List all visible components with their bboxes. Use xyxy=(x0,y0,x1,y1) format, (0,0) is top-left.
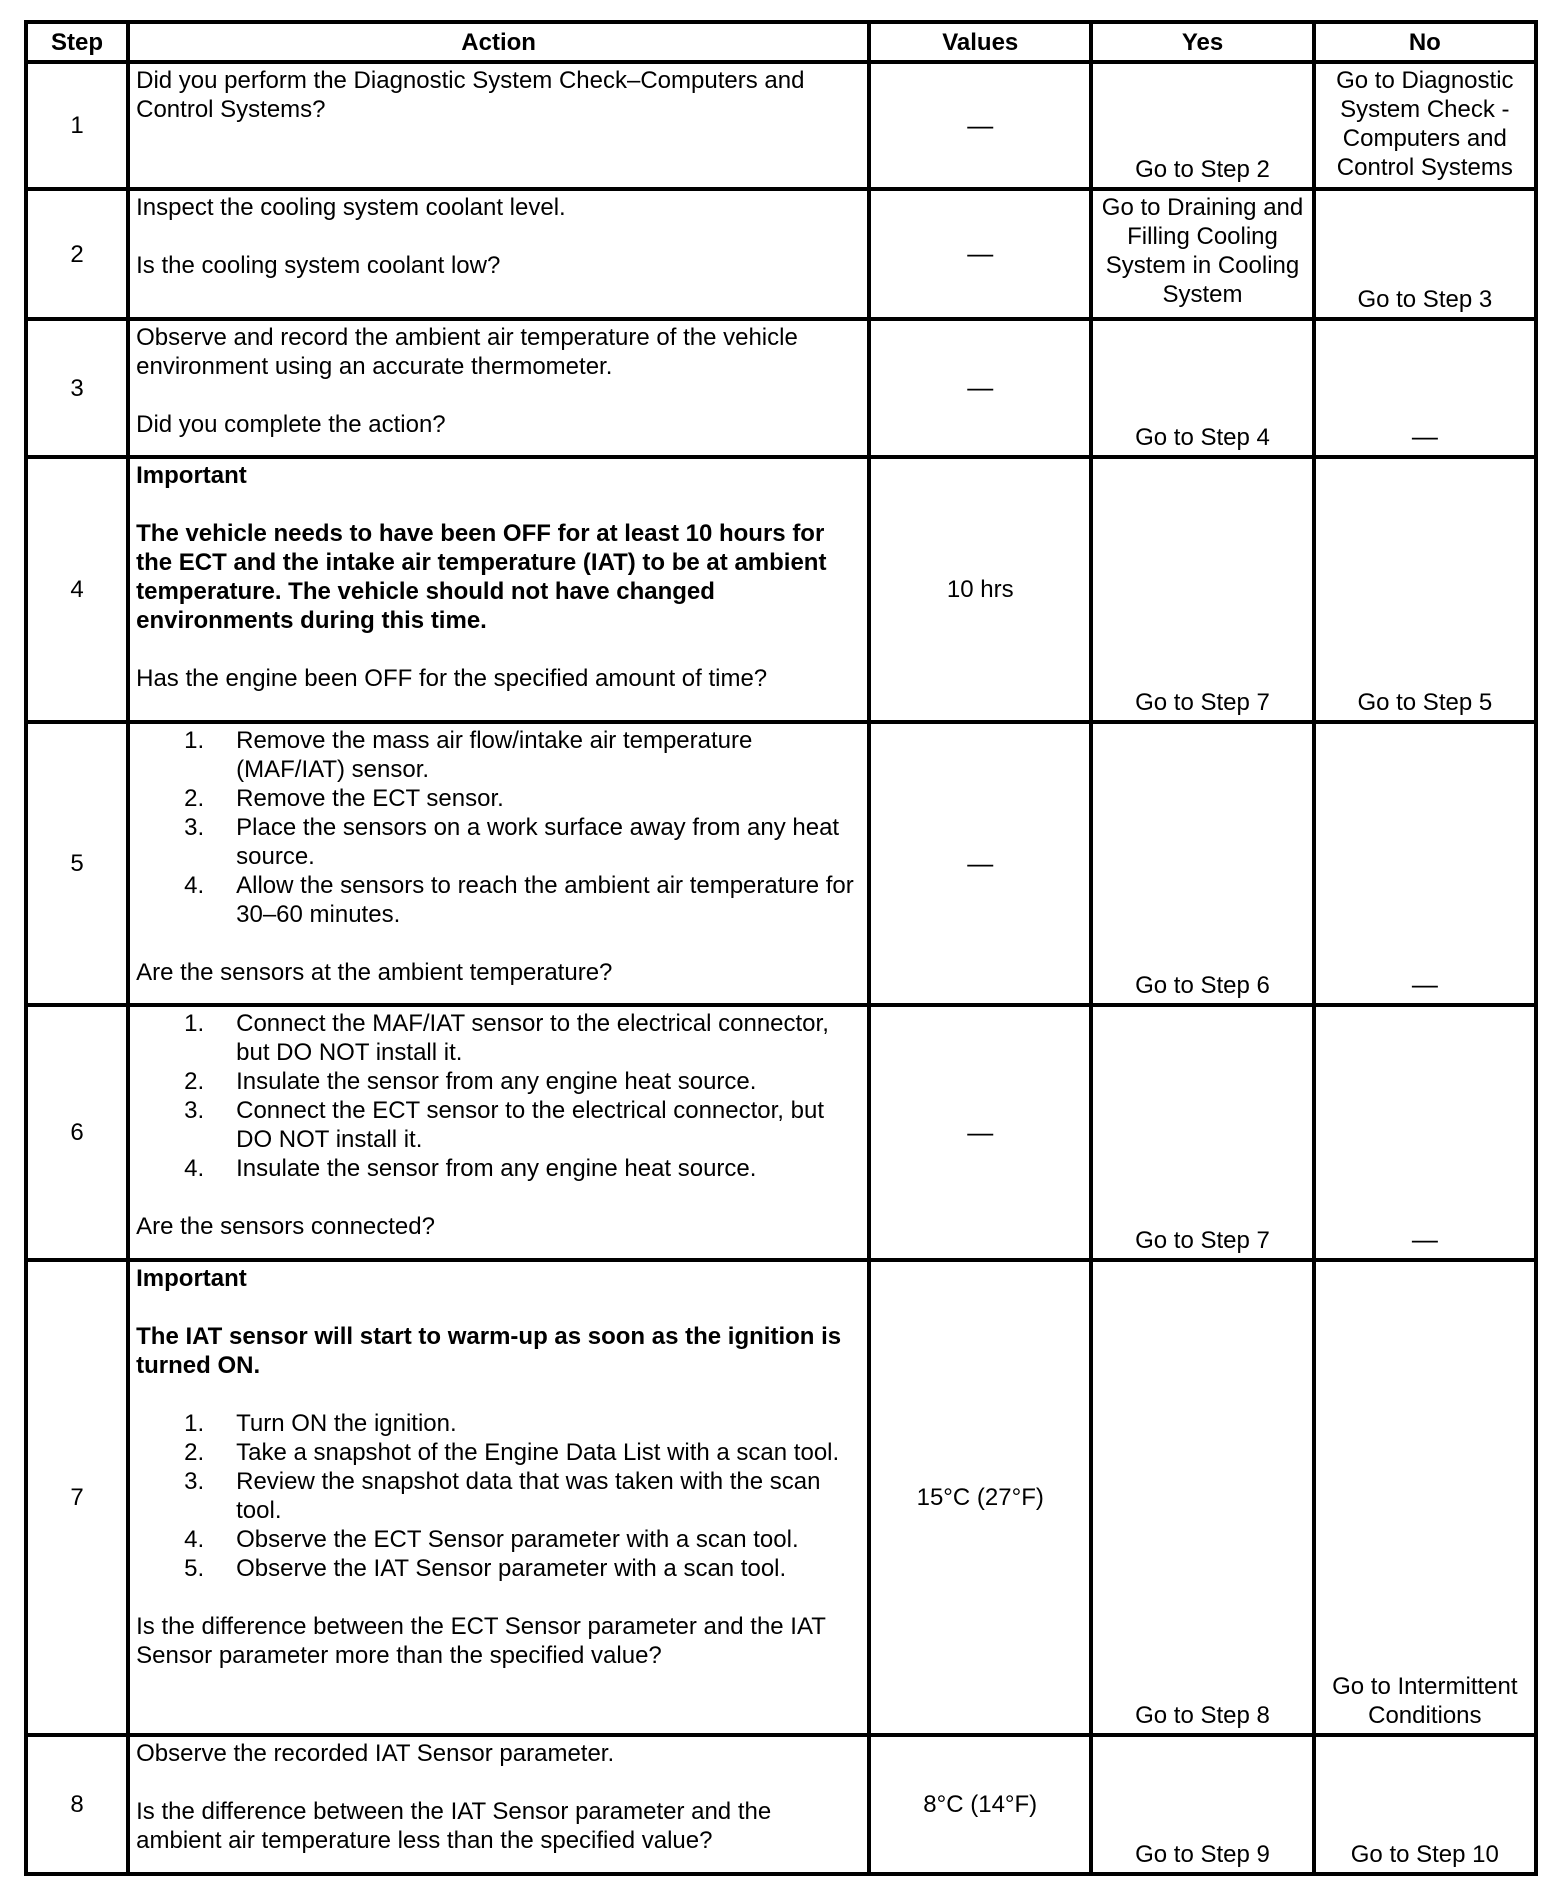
yes-link[interactable]: Go to Draining and Filling Cooling System in Cooling System xyxy=(1101,194,1304,308)
action-question: Is the difference between the ECT Sensor parameter and the IAT Sensor parameter more than the specified value? xyxy=(136,1613,826,1669)
no-text: — xyxy=(1411,421,1438,451)
step-number: 6 xyxy=(26,1005,128,1260)
no-text: — xyxy=(1411,1224,1438,1254)
yes-link[interactable]: Go to Step 9 xyxy=(1135,1841,1270,1868)
list-item: 4. Insulate the sensor from any engine heat source. xyxy=(184,1155,757,1182)
action-list xyxy=(136,726,861,929)
no-cell xyxy=(1314,722,1536,1005)
action-cell xyxy=(128,1260,869,1735)
step-number: 3 xyxy=(26,319,128,457)
value-text: 15°C (27°F) xyxy=(916,1484,1044,1511)
value-text: — xyxy=(967,372,994,402)
important-note: The vehicle needs to have been OFF for at least 10 hours for the ECT and the intake air temperature (IAT) to be at ambient temperature. The vehicle should not have changed environments during this time. xyxy=(136,520,827,634)
values-cell xyxy=(869,1260,1091,1735)
action-question: Are the sensors connected? xyxy=(136,1213,435,1240)
list-item: 1. Connect the MAF/IAT sensor to the electrical connector, but DO NOT install it. xyxy=(184,1010,829,1066)
yes-link[interactable]: Go to Step 7 xyxy=(1135,1227,1270,1254)
action-question: Is the cooling system coolant low? xyxy=(136,252,501,279)
header-step: Step xyxy=(26,22,128,62)
table-row-step-1 xyxy=(26,62,1536,189)
values-cell xyxy=(869,189,1091,319)
action-cell xyxy=(128,457,869,722)
value-text: 10 hrs xyxy=(946,576,1014,603)
table-row-step-4 xyxy=(26,457,1536,722)
no-cell xyxy=(1314,319,1536,457)
list-item: 3. Place the sensors on a work surface away from any heat source. xyxy=(184,814,840,870)
action-list xyxy=(136,1009,861,1183)
list-item: 3. Review the snapshot data that was taken with the scan tool. xyxy=(184,1468,821,1524)
step-number: 2 xyxy=(26,189,128,319)
action-question: Did you perform the Diagnostic System Check–Computers and Control Systems? xyxy=(136,67,805,123)
action-text: Observe the recorded IAT Sensor parameter. xyxy=(136,1740,615,1767)
table-row-step-7 xyxy=(26,1260,1536,1735)
yes-link[interactable]: Go to Step 8 xyxy=(1135,1702,1270,1729)
no-cell xyxy=(1314,62,1536,189)
no-text: — xyxy=(1411,969,1438,999)
table-row-step-2 xyxy=(26,189,1536,319)
value-text: 8°C (14°F) xyxy=(923,1791,1038,1818)
action-question: Did you complete the action? xyxy=(136,411,446,438)
action-question: Has the engine been OFF for the specified amount of time? xyxy=(136,665,768,692)
diagnostic-table xyxy=(24,20,1538,1876)
important-heading: Important xyxy=(136,1265,247,1292)
step-number: 4 xyxy=(26,457,128,722)
list-item: 2. Remove the ECT sensor. xyxy=(184,785,504,812)
header-row xyxy=(26,22,1536,62)
yes-cell xyxy=(1091,62,1313,189)
no-link[interactable]: Go to Diagnostic System Check - Computers and Control Systems xyxy=(1336,67,1514,181)
header-yes: Yes xyxy=(1091,22,1313,62)
step-number: 8 xyxy=(26,1735,128,1874)
yes-cell xyxy=(1091,319,1313,457)
yes-cell xyxy=(1091,189,1313,319)
yes-cell xyxy=(1091,1260,1313,1735)
list-item: 1. Turn ON the ignition. xyxy=(184,1410,457,1437)
no-link[interactable]: Go to Step 5 xyxy=(1357,689,1493,716)
action-cell xyxy=(128,1005,869,1260)
yes-cell xyxy=(1091,457,1313,722)
value-text: — xyxy=(967,847,994,878)
values-cell xyxy=(869,457,1091,722)
yes-link[interactable]: Go to Step 7 xyxy=(1135,689,1270,716)
step-number: 1 xyxy=(26,62,128,189)
yes-link[interactable]: Go to Step 6 xyxy=(1135,972,1270,999)
list-item: 3. Connect the ECT sensor to the electrical connector, but DO NOT install it. xyxy=(184,1097,825,1153)
no-cell xyxy=(1314,457,1536,722)
action-cell xyxy=(128,62,869,189)
action-cell xyxy=(128,1735,869,1874)
no-cell xyxy=(1314,1735,1536,1874)
no-link[interactable]: Go to Step 10 xyxy=(1350,1841,1499,1868)
step-number: 5 xyxy=(26,722,128,1005)
action-question: Is the difference between the IAT Sensor parameter and the ambient air temperature less than the specified value? xyxy=(136,1798,772,1854)
values-cell xyxy=(869,62,1091,189)
yes-link[interactable]: Go to Step 2 xyxy=(1135,156,1270,183)
list-item: 5. Observe the IAT Sensor parameter with a scan tool. xyxy=(184,1555,787,1582)
table-row-step-3 xyxy=(26,319,1536,457)
action-cell xyxy=(128,189,869,319)
table-row-step-5 xyxy=(26,722,1536,1005)
value-text: — xyxy=(967,238,994,268)
no-link[interactable]: Go to Intermittent Conditions xyxy=(1332,1673,1518,1729)
action-text: Inspect the cooling system coolant level. xyxy=(136,194,566,221)
no-cell xyxy=(1314,189,1536,319)
list-item: 2. Take a snapshot of the Engine Data List with a scan tool. xyxy=(184,1439,840,1466)
value-text: — xyxy=(967,1116,994,1147)
action-cell xyxy=(128,319,869,457)
important-note: The IAT sensor will start to warm-up as soon as the ignition is turned ON. xyxy=(136,1323,842,1379)
list-item: 1. Remove the mass air flow/intake air temperature (MAF/IAT) sensor. xyxy=(184,727,753,783)
list-item: 4. Observe the ECT Sensor parameter with a scan tool. xyxy=(184,1526,799,1553)
important-heading: Important xyxy=(136,462,247,489)
list-item: 2. Insulate the sensor from any engine heat source. xyxy=(184,1068,757,1095)
no-cell xyxy=(1314,1005,1536,1260)
table-row-step-8 xyxy=(26,1735,1536,1874)
values-cell xyxy=(869,722,1091,1005)
no-cell xyxy=(1314,1260,1536,1735)
yes-cell xyxy=(1091,1005,1313,1260)
action-cell xyxy=(128,722,869,1005)
header-no: No xyxy=(1314,22,1536,62)
value-text: — xyxy=(967,109,994,140)
step-number: 7 xyxy=(26,1260,128,1735)
header-action: Action xyxy=(128,22,869,62)
yes-link[interactable]: Go to Step 4 xyxy=(1135,424,1270,451)
yes-cell xyxy=(1091,1735,1313,1874)
values-cell xyxy=(869,1735,1091,1874)
header-values: Values xyxy=(869,22,1091,62)
list-item: 4. Allow the sensors to reach the ambient air temperature for 30–60 minutes. xyxy=(184,872,854,928)
values-cell xyxy=(869,319,1091,457)
no-link[interactable]: Go to Step 3 xyxy=(1357,286,1493,313)
yes-cell xyxy=(1091,722,1313,1005)
action-list xyxy=(136,1409,861,1583)
table-row-step-6 xyxy=(26,1005,1536,1260)
values-cell xyxy=(869,1005,1091,1260)
action-question: Are the sensors at the ambient temperature? xyxy=(136,959,613,986)
action-text: Observe and record the ambient air temperature of the vehicle environment using an accurate thermometer. xyxy=(136,324,798,380)
